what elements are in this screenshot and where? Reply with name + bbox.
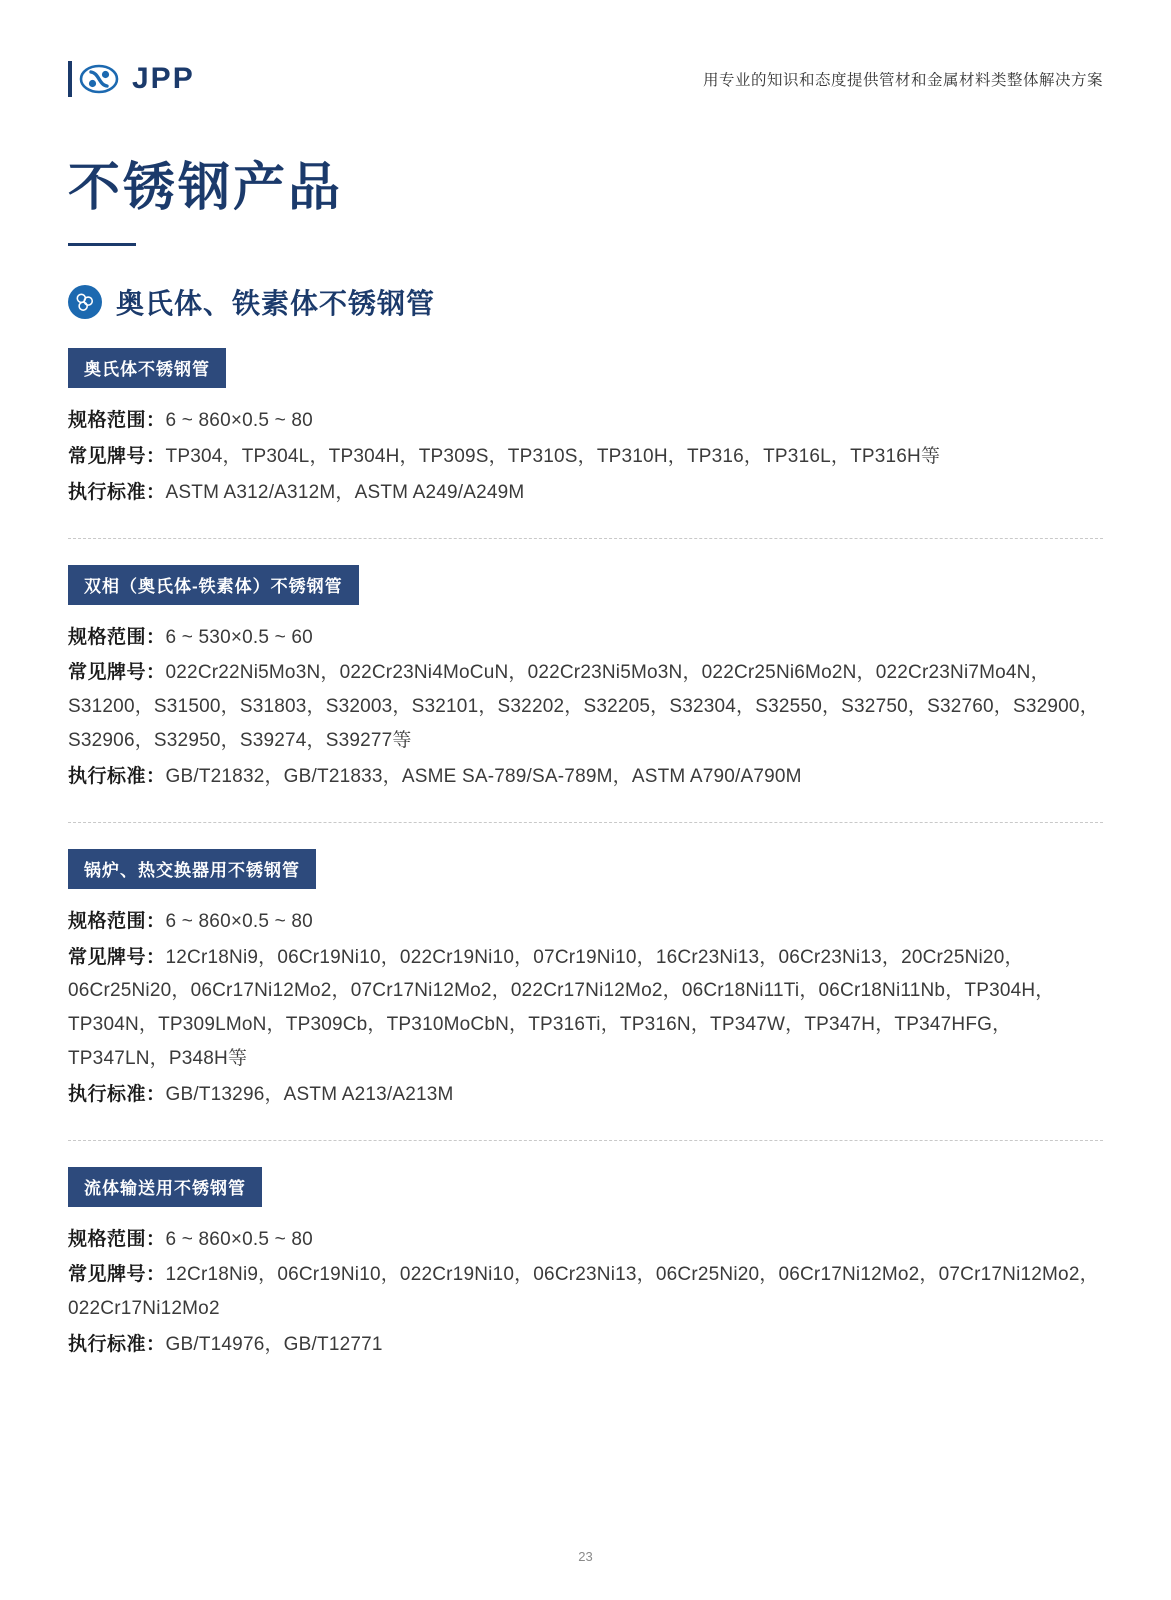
page-header [68,0,1103,108]
spec-range-label: 规格范围： [68,1228,166,1250]
spec-range-value: 6 ~ 530×0.5 ~ 60 [165,626,313,648]
block-tag: 锅炉、热交换器用不锈钢管 [68,849,316,889]
common-grades-row [68,440,1103,474]
product-block [68,538,1103,794]
common-grades-value: TP304，TP304L，TP304H，TP309S，TP310S，TP310H，TP316，TP316L，TP316H等 [165,446,941,467]
standard-row [68,760,1103,794]
common-grades-value: 12Cr18Ni9，06Cr19Ni10，022Cr19Ni10，06Cr23Ni13，06Cr25Ni20，06Cr17Ni12Mo2，07Cr17Ni12Mo2，022Cr17Ni12Mo2 [68,1264,1099,1320]
block-tag: 奥氏体不锈钢管 [68,348,226,388]
common-grades-label: 常见牌号： [68,946,166,968]
title-divider [68,243,136,246]
logo-text: JPP [132,62,195,95]
standard-row [68,476,1103,510]
spec-range-value: 6 ~ 860×0.5 ~ 80 [165,910,313,932]
jpp-emblem-icon [68,61,126,97]
standard-label: 执行标准： [68,1334,166,1355]
standard-label: 执行标准： [68,765,166,787]
page-title: 不锈钢产品 [68,159,344,217]
spec-range-label: 规格范围： [68,410,166,432]
standard-value: GB/T14976，GB/T12771 [165,1334,383,1355]
common-grades-label: 常见牌号： [68,1264,166,1286]
product-block [68,1140,1103,1362]
header-tagline: 用专业的知识和态度提供管材和金属材料类整体解决方案 [702,72,1103,89]
page-number: 23 [578,1549,593,1564]
product-block [68,322,1103,509]
spec-range-value: 6 ~ 860×0.5 ~ 80 [165,1228,313,1250]
standard-label: 执行标准： [68,481,166,503]
standard-label: 执行标准： [68,1083,166,1105]
standard-value: GB/T21832，GB/T21833，ASME SA-789/SA-789M，ASTM A790/A790M [165,765,802,787]
spec-range-row [68,621,1103,655]
section-title: 奥氏体、铁素体不锈钢管 [116,288,436,320]
spec-range-label: 规格范围： [68,626,166,648]
common-grades-value: 022Cr22Ni5Mo3N，022Cr23Ni4MoCuN，022Cr23Ni5Mo3N，022Cr25Ni6Mo2N，022Cr23Ni7Mo4N，S31200，S31500，S31803，S32003，S32101，S32202，S32205，S32304，S32550，S32750，S32760，S32900，S32906，S32950，S39274，S39277等 [68,662,1099,752]
spec-range-row [68,404,1103,438]
standard-row [68,1328,1103,1362]
common-grades-row [68,1258,1103,1326]
product-block [68,822,1103,1112]
common-grades-label: 常见牌号： [68,662,166,684]
spec-range-label: 规格范围： [68,910,166,932]
common-grades-row [68,656,1103,757]
pipes-icon [68,285,102,319]
standard-value: GB/T13296，ASTM A213/A213M [165,1083,454,1105]
block-tag: 双相（奥氏体-铁素体）不锈钢管 [68,565,359,605]
block-tag: 流体输送用不锈钢管 [68,1167,262,1207]
spec-range-value: 6 ~ 860×0.5 ~ 80 [165,410,313,432]
spec-range-row [68,1223,1103,1257]
common-grades-value: 12Cr18Ni9，06Cr19Ni10，022Cr19Ni10，07Cr19Ni10，16Cr23Ni13，06Cr23Ni13，20Cr25Ni20，06Cr25Ni20，06Cr17Ni12Mo2，07Cr17Ni12Mo2，022Cr17Ni12Mo2，06Cr18Ni11Ti，06Cr18Ni11Nb，TP304H，TP304N，TP309LMoN，TP309Cb，TP310MoCbN，TP316Ti，TP316N，TP347W，TP347H，TP347HFG，TP347LN，P348H等 [68,946,1055,1069]
section-heading [68,282,1103,322]
common-grades-label: 常见牌号： [68,446,166,467]
standard-value: ASTM A312/A312M，ASTM A249/A249M [165,481,525,503]
brand-logo [68,61,195,97]
common-grades-row [68,941,1103,1076]
standard-row [68,1078,1103,1112]
spec-range-row [68,905,1103,939]
